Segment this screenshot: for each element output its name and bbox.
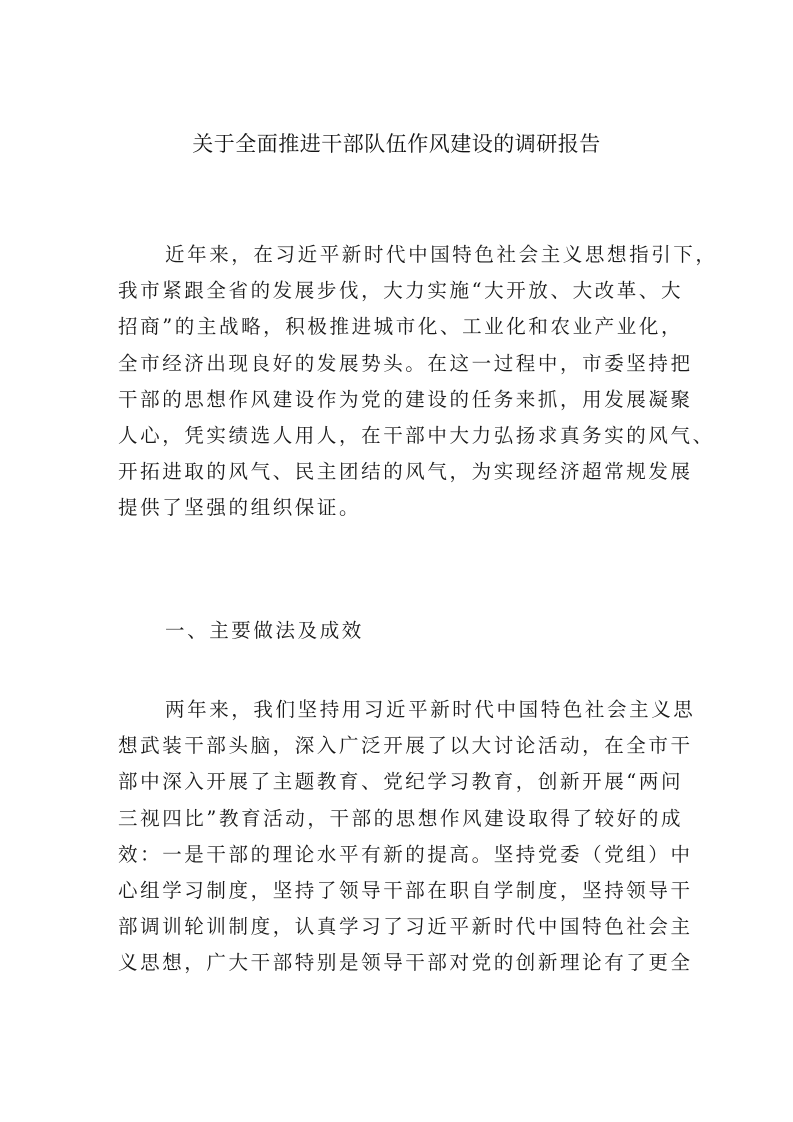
paragraph-line: 招商”的主战略，积极推进城市化、工业化和农业产业化， [118,315,684,339]
paragraph-line: 两年来，我们坚持用习近平新时代中国特色社会主义思 [165,698,696,721]
paragraph-line: 近年来，在习近平新时代中国特色社会主义思想指引下， [165,243,718,266]
paragraph-line: 效：一是干部的理论水平有新的提高。坚持党委（党组）中 [118,842,693,866]
paragraph-line: 想武装干部头脑，深入广泛开展了以大讨论活动，在全市干 [118,734,693,758]
paragraph-line: 部调训轮训制度，认真学习了习近平新时代中国特色社会主 [118,915,693,939]
section-heading: 一、主要做法及成效 [165,619,364,642]
paragraph-line: 三视四比”教育活动，干部的思想作风建设取得了较好的成 [118,806,684,830]
paragraph-line: 部中深入开展了主题教育、党纪学习教育，创新开展“两问 [118,770,684,794]
paragraph-line: 提供了坚强的组织保证。 [118,496,362,520]
section1-paragraph [118,692,696,982]
paragraph-line: 全市经济出现良好的发展势头。在这一过程中，市委坚持把 [118,351,693,375]
paragraph-line: 义思想，广大干部特别是领导干部对党的创新理论有了更全 [118,951,693,975]
paragraph-line: 干部的思想作风建设作为党的建设的任务来抓，用发展凝聚 [118,387,693,411]
paragraph-line: 我市紧跟全省的发展步伐，大力实施“大开放、大改革、大 [118,279,684,303]
paragraph-line: 开拓进取的风气、民主团结的风气，为实现经济超常规发展 [118,460,693,484]
paragraph-line: 心组学习制度，坚持了领导干部在职自学制度，坚持领导干 [118,879,693,903]
document-title: 关于全面推进干部队伍作风建设的调研报告 [192,132,601,156]
paragraph-line: 人心，凭实绩选人用人，在干部中大力弘扬求真务实的风气、 [118,424,715,448]
intro-paragraph [118,237,718,527]
